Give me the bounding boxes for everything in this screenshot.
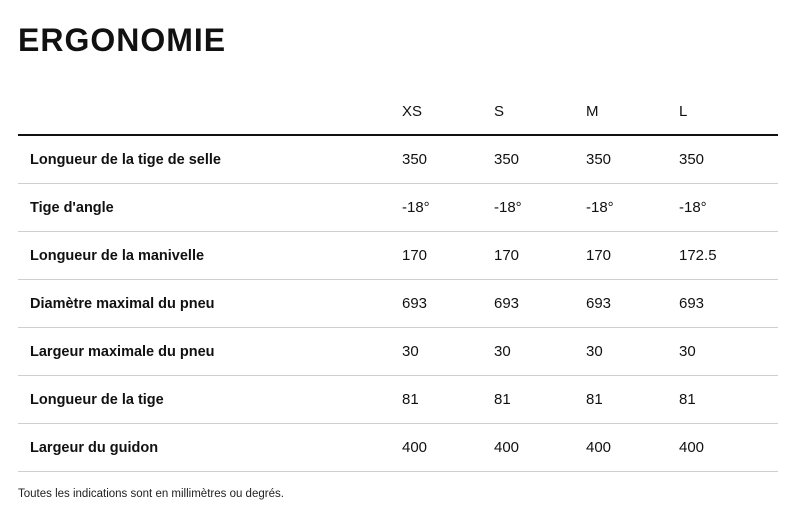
table-cell: 400 <box>586 439 612 456</box>
table-cell: 170 <box>402 247 428 264</box>
table-cell: 350 <box>679 151 705 168</box>
table-cell: 81 <box>679 391 696 408</box>
table-row <box>18 424 778 472</box>
table-cell: 170 <box>586 247 612 264</box>
row-label: Diamètre maximal du pneu <box>30 296 215 312</box>
table-cell: 81 <box>494 391 511 408</box>
row-label: Longueur de la manivelle <box>30 248 205 264</box>
table-cell: 81 <box>402 391 419 408</box>
table-cell: 350 <box>494 151 520 168</box>
table-cell: 400 <box>402 439 428 456</box>
row-label: Largeur du guidon <box>30 440 159 456</box>
column-header-l: L <box>679 103 688 120</box>
table-row <box>18 184 778 232</box>
table-cell: 400 <box>679 439 705 456</box>
table-cell: 693 <box>586 295 612 312</box>
table-row <box>18 376 778 424</box>
table-header <box>18 88 778 136</box>
table-cell: 693 <box>494 295 520 312</box>
table-row <box>18 232 778 280</box>
page-title: ERGONOMIE <box>18 22 227 58</box>
table-row <box>18 136 778 184</box>
table-cell: 30 <box>494 343 511 360</box>
footnote: Toutes les indications sont en millimètres ou degrés. <box>18 488 284 500</box>
row-label: Longueur de la tige de selle <box>30 152 221 168</box>
table-cell: 30 <box>586 343 603 360</box>
row-label: Largeur maximale du pneu <box>30 344 215 360</box>
table-cell: 81 <box>586 391 603 408</box>
table-cell: -18° <box>586 199 614 216</box>
table-cell: 170 <box>494 247 520 264</box>
ergonomics-table <box>18 88 778 472</box>
row-label: Longueur de la tige <box>30 392 164 408</box>
table-cell: 350 <box>402 151 428 168</box>
column-header-m: M <box>586 103 599 120</box>
table-cell: -18° <box>402 199 430 216</box>
row-label: Tige d'angle <box>30 200 114 216</box>
table-row <box>18 328 778 376</box>
table-row <box>18 280 778 328</box>
table-cell: 30 <box>679 343 696 360</box>
table-cell: 693 <box>402 295 428 312</box>
table-cell: 30 <box>402 343 419 360</box>
column-header-s: S <box>494 103 505 120</box>
table-cell: -18° <box>494 199 522 216</box>
table-cell: 172.5 <box>679 247 717 264</box>
table-cell: 693 <box>679 295 705 312</box>
column-header-xs: XS <box>402 103 423 120</box>
table-cell: 400 <box>494 439 520 456</box>
table-cell: -18° <box>679 199 707 216</box>
table-cell: 350 <box>586 151 612 168</box>
